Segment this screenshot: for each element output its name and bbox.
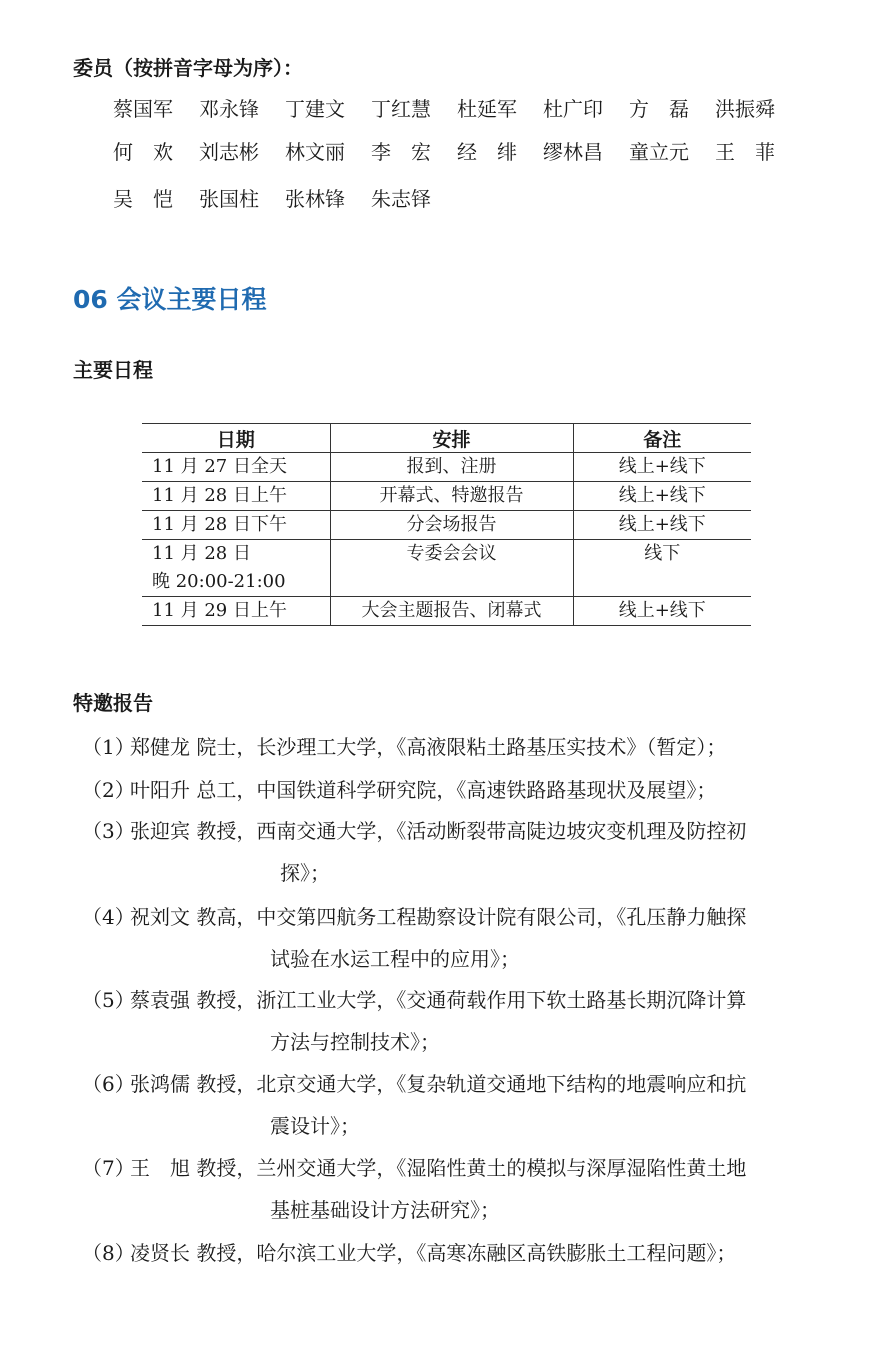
talk-index: （4） (82, 905, 135, 929)
committee-member: 丁红慧 (371, 97, 431, 121)
committee-member-row (113, 93, 801, 123)
talk-item (82, 1148, 747, 1222)
table-row (142, 482, 751, 511)
talk-text: 叶阳升 总工，中国铁道科学研究院，《高速铁路路基现状及展望》； (130, 778, 717, 802)
committee-member: 童立元 (629, 140, 689, 164)
committee-member: 丁建文 (285, 97, 345, 121)
table-row (142, 511, 751, 540)
talk-item (82, 727, 726, 767)
note-cell: 线下 (573, 540, 751, 597)
table-row (142, 597, 751, 626)
committee-member: 蔡国军 (113, 97, 173, 121)
talk-item (82, 811, 747, 885)
date-cell: 11 月 28 日上午 (142, 482, 330, 511)
date-line: 11 月 28 日 (152, 543, 251, 564)
talk-index: （1） (82, 735, 135, 759)
table-row (142, 453, 751, 482)
date-cell (142, 540, 330, 597)
column-header-date: 日期 (142, 424, 330, 453)
talk-text: 郑健龙 院士，长沙理工大学，《高液限粘土路基压实技术》（暂定）； (130, 735, 727, 759)
talk-text: 王 旭 教授，兰州交通大学，《湿陷性黄土的模拟与深厚湿陷性黄土地 (130, 1156, 747, 1180)
note-cell: 线上+线下 (573, 597, 751, 626)
committee-member: 何 欢 (113, 140, 173, 164)
talk-item (82, 1064, 747, 1138)
talk-item (82, 1233, 736, 1273)
talk-index: （8） (82, 1241, 135, 1265)
table-row (142, 540, 751, 597)
date-cell: 11 月 29 日上午 (142, 597, 330, 626)
committee-member: 刘志彬 (199, 140, 259, 164)
committee-member: 李 宏 (371, 140, 431, 164)
talk-text: 张鸿儒 教授，北京交通大学，《复杂轨道交通地下结构的地震响应和抗 (130, 1072, 747, 1096)
date-cell: 11 月 28 日下午 (142, 511, 330, 540)
talk-index: （2） (82, 778, 135, 802)
committee-member: 洪振舜 (715, 97, 775, 121)
table-header-row (142, 424, 751, 453)
committee-member: 朱志铎 (371, 187, 431, 211)
talk-item (82, 897, 747, 971)
talk-text: 张迎宾 教授，西南交通大学，《活动断裂带高陡边坡灾变机理及防控初 (130, 819, 747, 843)
note-cell: 线上+线下 (573, 511, 751, 540)
arrangement-cell: 分会场报告 (330, 511, 573, 540)
committee-member-row (113, 183, 457, 213)
talk-index: （7） (82, 1156, 135, 1180)
section-heading: 06 会议主要日程 (73, 285, 267, 314)
talk-text-continued: 基桩基础设计方法研究》； (270, 1198, 500, 1222)
note-cell: 线上+线下 (573, 482, 751, 511)
talk-item (82, 980, 747, 1054)
talks-heading: 特邀报告 (73, 691, 153, 715)
arrangement-cell: 报到、注册 (330, 453, 573, 482)
committee-member: 杜广印 (543, 97, 603, 121)
column-header-note: 备注 (573, 424, 751, 453)
talk-text: 凌贤长 教授，哈尔滨工业大学，《高寒冻融区高铁膨胀土工程问题》； (130, 1241, 737, 1265)
committee-member: 林文丽 (285, 140, 345, 164)
talk-index: （6） (82, 1072, 135, 1096)
committee-member: 经 绯 (457, 140, 517, 164)
talk-text: 蔡袁强 教授，浙江工业大学，《交通荷载作用下软土路基长期沉降计算 (130, 988, 747, 1012)
schedule-table (142, 423, 751, 626)
talk-text-continued: 试验在水运工程中的应用》； (270, 947, 520, 971)
committee-member: 张国柱 (199, 187, 259, 211)
column-header-arrangement: 安排 (330, 424, 573, 453)
committee-member-row (113, 136, 801, 166)
note-cell: 线上+线下 (573, 453, 751, 482)
date-cell: 11 月 27 日全天 (142, 453, 330, 482)
committee-member: 杜延军 (457, 97, 517, 121)
arrangement-cell: 开幕式、特邀报告 (330, 482, 573, 511)
committee-title: 委员（按拼音字母为序）： (73, 56, 303, 80)
committee-member: 缪林昌 (543, 140, 603, 164)
talk-index: （3） (82, 819, 135, 843)
talk-text-continued: 探》； (280, 861, 330, 885)
schedule-heading: 主要日程 (73, 358, 153, 382)
arrangement-cell: 大会主题报告、闭幕式 (330, 597, 573, 626)
committee-member: 王 菲 (715, 140, 775, 164)
committee-member: 邓永锋 (199, 97, 259, 121)
committee-member: 吴 恺 (113, 187, 173, 211)
talk-text-continued: 方法与控制技术》； (270, 1030, 440, 1054)
talk-item (82, 770, 716, 810)
arrangement-cell: 专委会会议 (330, 540, 573, 597)
talk-text: 祝刘文 教高，中交第四航务工程勘察设计院有限公司，《孔压静力触探 (130, 905, 747, 929)
date-time-line: 晚 20:00-21:00 (152, 571, 286, 592)
talk-text-continued: 震设计》； (270, 1114, 360, 1138)
committee-member: 张林锋 (285, 187, 345, 211)
committee-member: 方 磊 (629, 97, 689, 121)
talk-index: （5） (82, 988, 135, 1012)
